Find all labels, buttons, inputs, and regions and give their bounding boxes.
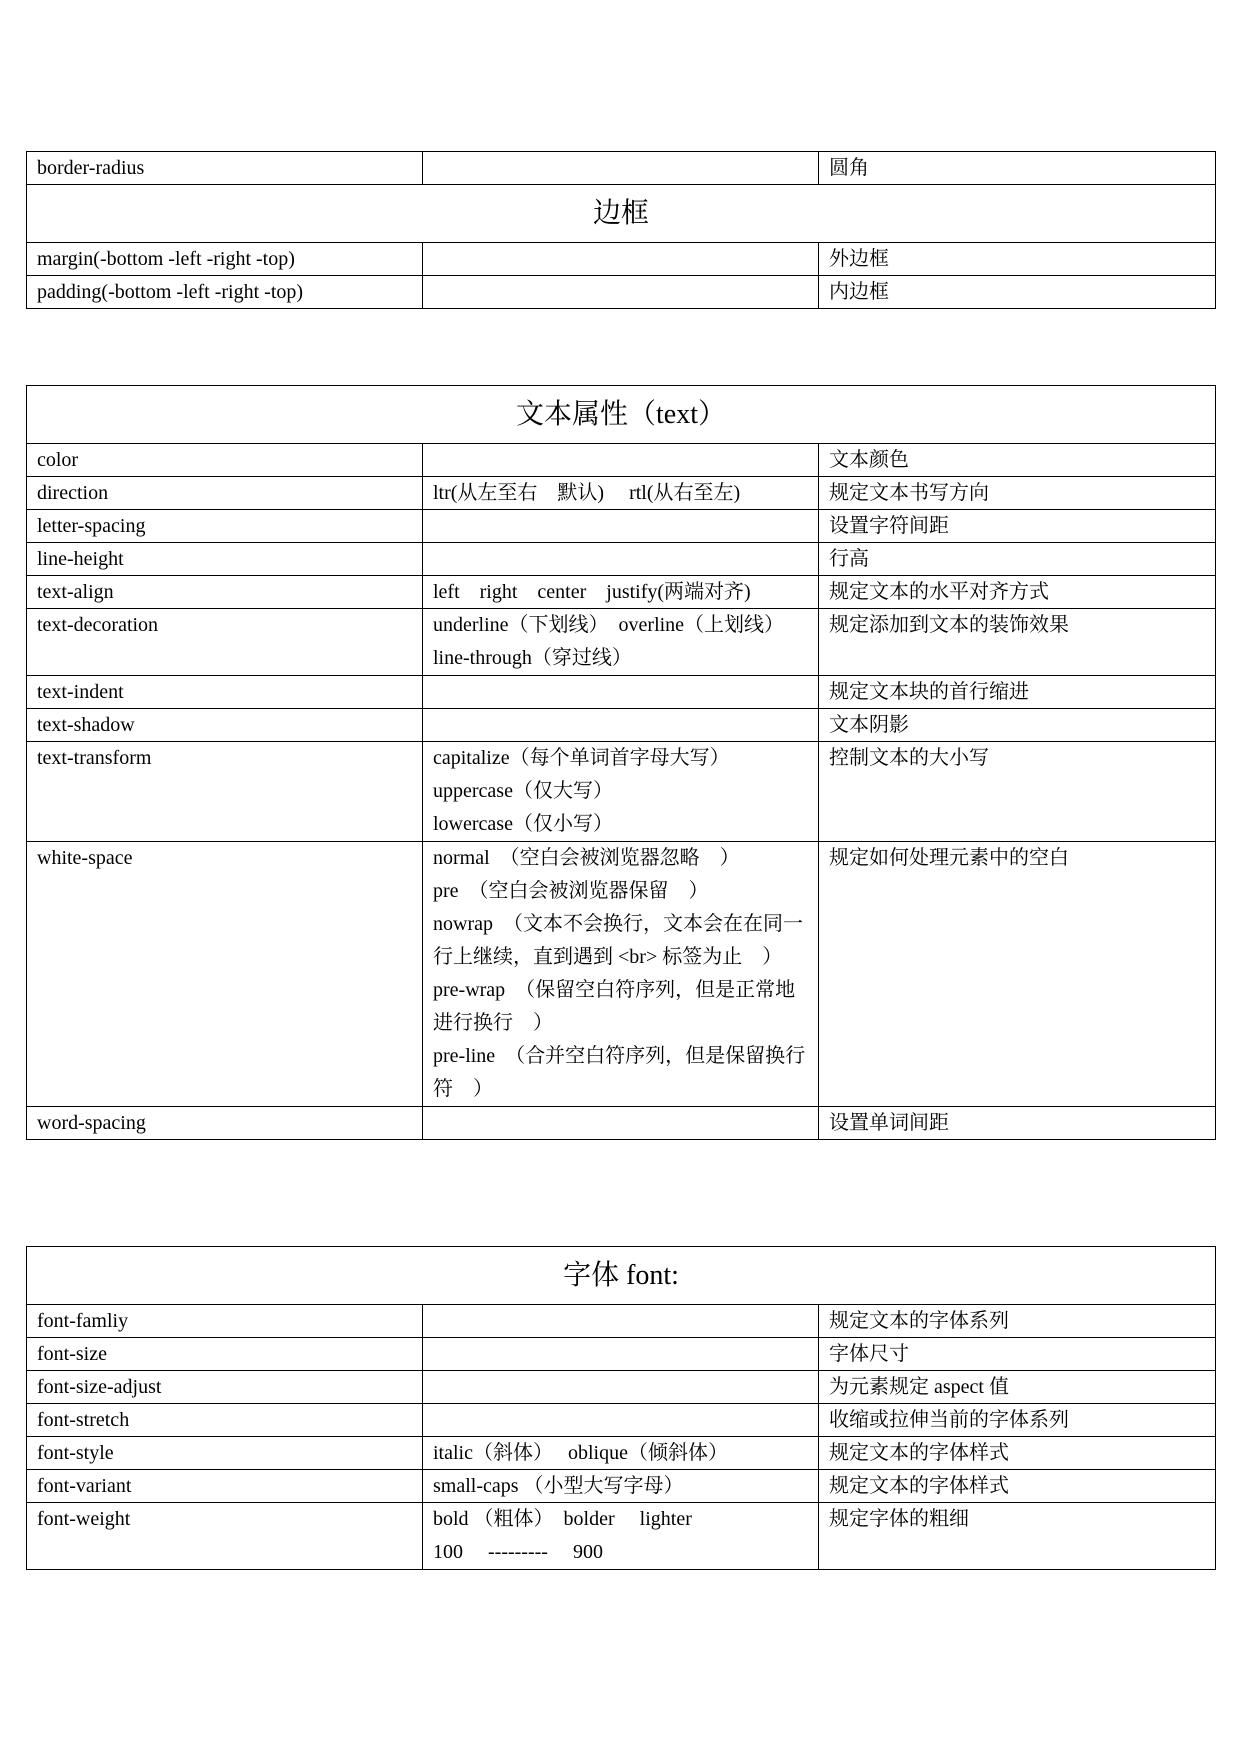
property-description: 文本颜色 — [819, 444, 1216, 477]
value-line: normal （空白会被浏览器忽略 ） — [433, 847, 740, 869]
property-description: 设置字符间距 — [819, 510, 1216, 543]
table-row — [27, 1437, 1216, 1470]
property-values: left right center justify(两端对齐) — [423, 576, 819, 609]
table-row — [27, 1107, 1216, 1140]
table-row — [27, 742, 1216, 842]
table-row — [27, 842, 1216, 1107]
property-name: text-indent — [27, 676, 423, 709]
property-values — [423, 152, 819, 185]
property-description: 内边框 — [819, 276, 1216, 309]
table-row — [27, 1503, 1216, 1570]
property-description: 外边框 — [819, 243, 1216, 276]
property-values — [423, 444, 819, 477]
property-values: ltr(从左至右 默认) rtl(从右至左) — [423, 477, 819, 510]
font-properties-table — [26, 1246, 1216, 1570]
property-name: font-size-adjust — [27, 1371, 423, 1404]
property-name: letter-spacing — [27, 510, 423, 543]
section-title: 边框 — [27, 185, 1216, 243]
property-values — [423, 1338, 819, 1371]
value-line: 100 --------- 900 — [433, 1541, 603, 1563]
table-row — [27, 1470, 1216, 1503]
property-description: 为元素规定 aspect 值 — [819, 1371, 1216, 1404]
border-table — [26, 151, 1216, 309]
table-row — [27, 243, 1216, 276]
property-description: 规定字体的粗细 — [819, 1503, 1216, 1570]
value-line: nowrap （文本不会换行，文本会在在同一行上继续，直到遇到 <br> 标签为止 ） — [433, 913, 803, 968]
property-values — [423, 709, 819, 742]
section-row — [27, 386, 1216, 444]
table-row — [27, 609, 1216, 676]
property-name: font-famliy — [27, 1305, 423, 1338]
value-line: capitalize（每个单词首字母大写） — [433, 747, 730, 769]
property-name: font-stretch — [27, 1404, 423, 1437]
table-row — [27, 1404, 1216, 1437]
property-name: text-transform — [27, 742, 423, 842]
value-line: uppercase（仅大写） — [433, 780, 613, 802]
property-description: 规定文本的字体样式 — [819, 1470, 1216, 1503]
table-row — [27, 576, 1216, 609]
property-name: font-variant — [27, 1470, 423, 1503]
property-values — [423, 1404, 819, 1437]
property-values — [423, 543, 819, 576]
value-line: underline（下划线） overline（上划线） — [433, 614, 785, 636]
property-values — [423, 510, 819, 543]
property-name: line-height — [27, 543, 423, 576]
property-name: margin(-bottom -left -right -top) — [27, 243, 423, 276]
property-values — [423, 1371, 819, 1404]
property-values — [423, 243, 819, 276]
section-row — [27, 185, 1216, 243]
property-description: 圆角 — [819, 152, 1216, 185]
property-name: word-spacing — [27, 1107, 423, 1140]
table-row — [27, 1338, 1216, 1371]
property-values — [423, 1107, 819, 1140]
table-row — [27, 276, 1216, 309]
table-row — [27, 510, 1216, 543]
section-row — [27, 1247, 1216, 1305]
property-name: direction — [27, 477, 423, 510]
property-values — [423, 842, 819, 1107]
value-line: pre （空白会被浏览器保留 ） — [433, 880, 709, 902]
value-line: pre-wrap （保留空白符序列，但是正常地进行换行 ） — [433, 979, 796, 1034]
property-values — [423, 1305, 819, 1338]
value-line: line-through（穿过线） — [433, 647, 632, 669]
table-row — [27, 444, 1216, 477]
value-line: bold （粗体） bolder lighter — [433, 1508, 692, 1530]
property-description: 规定如何处理元素中的空白 — [819, 842, 1216, 1107]
property-values — [423, 1503, 819, 1570]
property-name: color — [27, 444, 423, 477]
property-description: 控制文本的大小写 — [819, 742, 1216, 842]
property-name: font-style — [27, 1437, 423, 1470]
property-description: 规定文本的字体系列 — [819, 1305, 1216, 1338]
table-row — [27, 676, 1216, 709]
property-description: 规定文本的水平对齐方式 — [819, 576, 1216, 609]
property-values: small-caps （小型大写字母） — [423, 1470, 819, 1503]
property-values — [423, 609, 819, 676]
table-row — [27, 152, 1216, 185]
table-row — [27, 1305, 1216, 1338]
property-name: font-weight — [27, 1503, 423, 1570]
property-values — [423, 742, 819, 842]
property-description: 设置单词间距 — [819, 1107, 1216, 1140]
property-description: 规定文本书写方向 — [819, 477, 1216, 510]
section-title: 文本属性（text） — [27, 386, 1216, 444]
property-name: text-shadow — [27, 709, 423, 742]
property-values — [423, 676, 819, 709]
property-description: 规定添加到文本的装饰效果 — [819, 609, 1216, 676]
property-name: white-space — [27, 842, 423, 1107]
property-name: padding(-bottom -left -right -top) — [27, 276, 423, 309]
value-line: pre-line （合并空白符序列，但是保留换行符 ） — [433, 1045, 806, 1100]
section-title: 字体 font: — [27, 1247, 1216, 1305]
property-name: font-size — [27, 1338, 423, 1371]
property-description: 规定文本的字体样式 — [819, 1437, 1216, 1470]
property-description: 字体尺寸 — [819, 1338, 1216, 1371]
property-name: text-decoration — [27, 609, 423, 676]
table-row — [27, 477, 1216, 510]
property-name: border-radius — [27, 152, 423, 185]
property-values: italic（斜体） oblique（倾斜体） — [423, 1437, 819, 1470]
property-description: 行高 — [819, 543, 1216, 576]
property-description: 规定文本块的首行缩进 — [819, 676, 1216, 709]
table-row — [27, 709, 1216, 742]
property-values — [423, 276, 819, 309]
value-line: lowercase（仅小写） — [433, 813, 613, 835]
property-description: 收缩或拉伸当前的字体系列 — [819, 1404, 1216, 1437]
property-description: 文本阴影 — [819, 709, 1216, 742]
table-row — [27, 1371, 1216, 1404]
text-properties-table — [26, 385, 1216, 1140]
table-row — [27, 543, 1216, 576]
property-name: text-align — [27, 576, 423, 609]
